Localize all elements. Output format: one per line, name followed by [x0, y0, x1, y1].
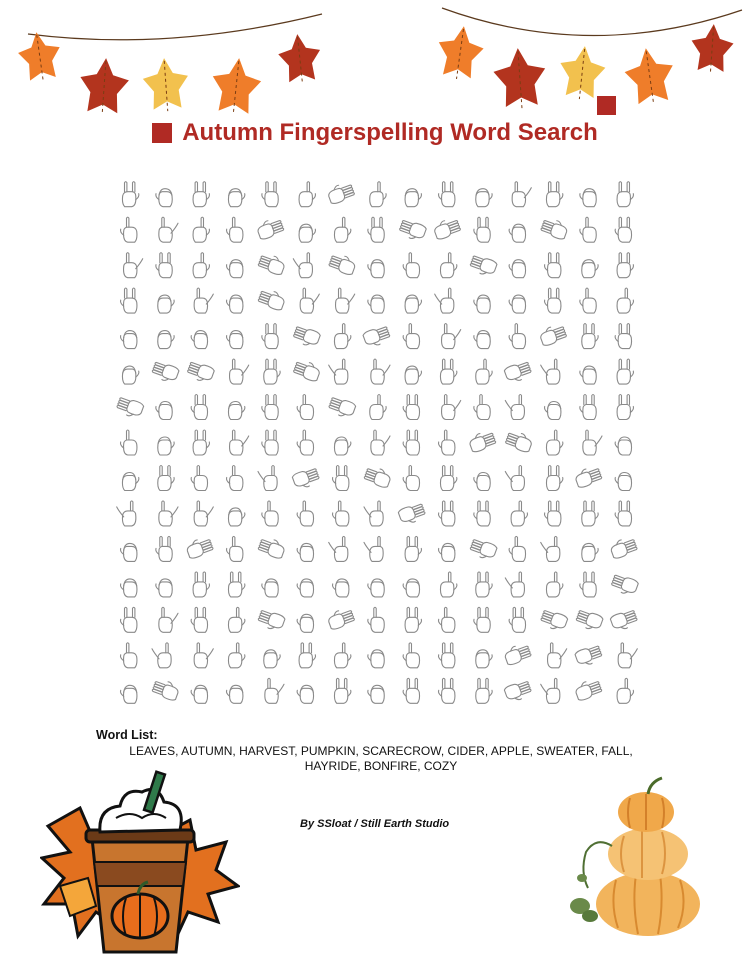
asl-handshape-icon	[610, 573, 639, 597]
asl-handshape-icon	[115, 396, 144, 420]
asl-handshape-icon	[435, 288, 454, 313]
asl-handshape-icon	[191, 331, 207, 349]
asl-handshape-icon	[121, 685, 137, 703]
asl-handshape-icon	[191, 607, 207, 632]
asl-handshape-icon	[293, 358, 322, 382]
asl-handshape-icon	[364, 536, 383, 561]
asl-handshape-icon	[297, 501, 313, 526]
asl-handshape-icon	[512, 182, 531, 207]
asl-handshape-icon	[124, 253, 143, 278]
asl-handshape-icon	[545, 253, 561, 278]
asl-handshape-icon	[227, 536, 243, 561]
asl-handshape-icon	[193, 572, 209, 597]
asl-handshape-icon	[615, 324, 631, 349]
asl-handshape-icon	[582, 324, 598, 349]
asl-handshape-icon	[439, 607, 455, 632]
asl-handshape-icon	[474, 395, 490, 420]
asl-handshape-icon	[368, 685, 384, 703]
asl-handshape-icon	[297, 579, 313, 597]
asl-handshape-icon	[371, 430, 390, 455]
asl-handshape-icon	[257, 252, 286, 276]
asl-handshape-icon	[370, 395, 386, 420]
asl-handshape-icon	[193, 430, 209, 455]
asl-handshape-icon	[403, 324, 419, 349]
asl-handshape-icon	[299, 224, 315, 242]
asl-handshape-icon	[230, 359, 249, 384]
asl-handshape-icon	[617, 359, 633, 384]
asl-handshape-icon	[151, 678, 180, 702]
asl-handshape-icon	[538, 323, 567, 347]
asl-handshape-icon	[297, 685, 313, 703]
asl-handshape-icon	[580, 395, 596, 420]
asl-handshape-icon	[185, 536, 214, 560]
asl-handshape-icon	[504, 679, 533, 703]
asl-handshape-icon	[474, 607, 490, 632]
asl-handshape-icon	[364, 501, 383, 526]
asl-handshape-icon	[580, 217, 596, 242]
asl-handshape-icon	[156, 402, 172, 420]
asl-handshape-icon	[368, 260, 384, 278]
asl-handshape-icon	[403, 253, 419, 278]
garland-leaf-icon	[434, 23, 486, 79]
asl-handshape-icon	[333, 501, 349, 526]
asl-handshape-icon	[509, 260, 525, 278]
asl-handshape-icon	[265, 678, 284, 703]
asl-handshape-icon	[299, 182, 315, 207]
word-list-title: Word List:	[96, 728, 158, 742]
asl-handshape-icon	[468, 429, 497, 453]
asl-handshape-icon	[191, 466, 207, 491]
asl-handshape-icon	[194, 288, 213, 313]
asl-handshape-icon	[227, 331, 243, 349]
credit-text: By SSloat / Still Earth Studio	[300, 818, 450, 830]
asl-handshape-icon	[440, 253, 456, 278]
asl-handshape-icon	[193, 253, 209, 278]
asl-handshape-icon	[474, 295, 490, 313]
asl-handshape-icon	[583, 430, 602, 455]
asl-handshape-icon	[405, 295, 421, 313]
asl-handshape-icon	[257, 287, 286, 311]
asl-handshape-icon	[300, 288, 319, 313]
page-title: Autumn Fingerspelling Word Search	[182, 119, 598, 146]
decorative-square	[597, 96, 616, 115]
asl-handshape-icon	[440, 466, 456, 491]
asl-handshape-icon	[152, 643, 171, 668]
asl-handshape-icon	[191, 395, 207, 420]
asl-handshape-icon	[580, 572, 596, 597]
asl-handshape-icon	[403, 466, 419, 491]
asl-handshape-icon	[327, 396, 356, 420]
asl-handshape-icon	[193, 217, 209, 242]
asl-handshape-icon	[474, 473, 490, 491]
asl-handshape-icon	[405, 366, 421, 384]
asl-handshape-icon	[476, 650, 492, 668]
asl-handshape-icon	[505, 466, 524, 491]
asl-handshape-icon	[117, 501, 136, 526]
asl-handshape-icon	[334, 437, 350, 455]
asl-handshape-icon	[227, 295, 243, 313]
asl-handshape-icon	[476, 359, 492, 384]
asl-handshape-icon	[227, 466, 243, 491]
fingerspelling-grid	[112, 176, 642, 708]
asl-handshape-icon	[262, 501, 278, 526]
leaf-garland	[0, 0, 750, 130]
asl-handshape-icon	[505, 429, 534, 453]
asl-handshape-icon	[541, 678, 560, 703]
asl-handshape-icon	[615, 473, 631, 491]
asl-handshape-icon	[540, 216, 569, 240]
asl-handshape-icon	[122, 366, 138, 384]
asl-handshape-icon	[439, 643, 455, 668]
asl-handshape-icon	[370, 182, 386, 207]
asl-handshape-icon	[227, 685, 243, 703]
asl-handshape-icon	[158, 466, 174, 491]
asl-handshape-icon	[403, 395, 419, 420]
asl-handshape-icon	[158, 331, 174, 349]
pumpkin-spice-latte-icon	[40, 766, 240, 958]
asl-handshape-icon	[440, 359, 456, 384]
asl-handshape-icon	[615, 501, 631, 526]
asl-handshape-icon	[617, 395, 633, 420]
asl-handshape-icon	[403, 430, 419, 455]
asl-handshape-icon	[299, 643, 315, 668]
asl-handshape-icon	[328, 252, 357, 276]
asl-handshape-icon	[334, 678, 350, 703]
asl-handshape-icon	[575, 608, 604, 632]
asl-handshape-icon	[257, 536, 286, 560]
title-row	[0, 116, 750, 150]
asl-handshape-icon	[403, 643, 419, 668]
asl-handshape-icon	[193, 182, 209, 207]
asl-handshape-icon	[262, 324, 278, 349]
asl-handshape-icon	[121, 430, 137, 455]
asl-handshape-icon	[405, 607, 421, 632]
asl-handshape-icon	[333, 466, 349, 491]
asl-handshape-icon	[262, 430, 278, 455]
asl-handshape-icon	[476, 678, 492, 703]
asl-handshape-icon	[442, 395, 461, 420]
asl-handshape-icon	[439, 678, 455, 703]
asl-handshape-icon	[256, 216, 285, 240]
asl-handshape-icon	[368, 607, 384, 632]
asl-handshape-icon	[368, 295, 384, 313]
asl-handshape-icon	[610, 608, 639, 632]
asl-handshape-icon	[264, 650, 280, 668]
asl-handshape-icon	[474, 331, 490, 349]
asl-handshape-icon	[362, 325, 391, 349]
asl-handshape-icon	[121, 331, 137, 349]
asl-handshape-icon	[405, 536, 421, 561]
asl-handshape-icon	[368, 579, 384, 597]
asl-handshape-icon	[546, 430, 562, 455]
asl-handshape-icon	[546, 572, 562, 597]
asl-handshape-icon	[405, 189, 421, 207]
asl-handshape-icon	[326, 181, 355, 205]
asl-handshape-icon	[582, 543, 598, 561]
asl-handshape-icon	[230, 430, 249, 455]
asl-handshape-icon	[432, 216, 461, 240]
asl-handshape-icon	[442, 324, 461, 349]
asl-handshape-icon	[194, 501, 213, 526]
asl-handshape-icon	[156, 536, 172, 561]
asl-handshape-icon	[122, 473, 138, 491]
asl-handshape-icon	[228, 643, 244, 668]
stacked-pumpkins-icon	[566, 776, 706, 938]
asl-handshape-icon	[121, 607, 137, 632]
asl-handshape-icon	[329, 536, 348, 561]
asl-handshape-icon	[541, 536, 560, 561]
asl-handshape-icon	[474, 217, 490, 242]
asl-handshape-icon	[194, 643, 213, 668]
asl-handshape-icon	[156, 189, 172, 207]
asl-handshape-icon	[582, 501, 598, 526]
asl-handshape-icon	[403, 579, 419, 597]
asl-handshape-icon	[617, 678, 633, 703]
asl-handshape-icon	[580, 366, 596, 384]
asl-handshape-icon	[545, 501, 561, 526]
asl-handshape-icon	[262, 182, 278, 207]
asl-handshape-icon	[541, 359, 560, 384]
asl-handshape-icon	[121, 579, 137, 597]
asl-handshape-icon	[333, 579, 349, 597]
asl-handshape-icon	[580, 288, 596, 313]
asl-handshape-icon	[509, 607, 525, 632]
asl-handshape-icon	[227, 217, 243, 242]
asl-handshape-icon	[191, 685, 207, 703]
asl-handshape-icon	[262, 579, 278, 597]
asl-handshape-icon	[159, 607, 178, 632]
asl-handshape-icon	[439, 430, 455, 455]
asl-handshape-icon	[545, 288, 561, 313]
asl-handshape-icon	[262, 395, 278, 420]
asl-handshape-icon	[368, 217, 384, 242]
asl-handshape-icon	[121, 217, 137, 242]
asl-handshape-icon	[545, 402, 561, 420]
asl-handshape-icon	[574, 678, 603, 702]
asl-handshape-icon	[505, 572, 524, 597]
asl-handshape-icon	[503, 642, 532, 666]
asl-handshape-icon	[122, 182, 138, 207]
asl-handshape-icon	[617, 253, 633, 278]
asl-handshape-icon	[617, 182, 633, 207]
word-list-line-1: LEAVES, AUTUMN, HARVEST, PUMPKIN, SCARECROW, CIDER, APPLE, SWEATER, FALL,	[129, 744, 633, 758]
asl-handshape-icon	[539, 608, 568, 632]
asl-handshape-icon	[469, 537, 498, 561]
asl-handshape-icon	[151, 360, 180, 384]
asl-handshape-icon	[297, 543, 313, 561]
asl-handshape-icon	[615, 217, 631, 242]
asl-handshape-icon	[398, 502, 427, 526]
asl-handshape-icon	[158, 437, 174, 455]
asl-handshape-icon	[615, 437, 631, 455]
asl-handshape-icon	[574, 644, 603, 668]
asl-handshape-icon	[439, 501, 455, 526]
title-square-icon	[152, 123, 172, 143]
asl-handshape-icon	[617, 288, 633, 313]
asl-handshape-icon	[186, 360, 215, 384]
asl-handshape-icon	[292, 467, 321, 491]
asl-handshape-icon	[264, 359, 280, 384]
asl-handshape-icon	[439, 543, 455, 561]
asl-handshape-icon	[398, 218, 427, 242]
asl-handshape-icon	[227, 260, 243, 278]
asl-handshape-icon	[257, 608, 286, 632]
asl-handshape-icon	[228, 572, 244, 597]
asl-handshape-icon	[371, 359, 390, 384]
asl-handshape-icon	[474, 501, 490, 526]
asl-handshape-icon	[156, 253, 172, 278]
asl-handshape-icon	[336, 288, 355, 313]
asl-handshape-icon	[297, 430, 313, 455]
asl-handshape-icon	[334, 643, 350, 668]
asl-handshape-icon	[334, 217, 350, 242]
asl-handshape-icon	[548, 643, 567, 668]
asl-handshape-icon	[329, 359, 348, 384]
asl-handshape-icon	[228, 508, 244, 526]
asl-handshape-icon	[509, 324, 525, 349]
asl-handshape-icon	[439, 182, 455, 207]
asl-handshape-icon	[505, 395, 524, 420]
asl-handshape-icon	[618, 643, 637, 668]
asl-handshape-icon	[258, 466, 277, 491]
asl-handshape-icon	[159, 501, 178, 526]
asl-handshape-icon	[609, 536, 638, 560]
asl-handshape-icon	[546, 182, 562, 207]
garland-leaf-icon	[142, 56, 191, 110]
asl-handshape-icon	[121, 543, 137, 561]
asl-handshape-icon	[156, 579, 172, 597]
asl-handshape-icon	[580, 189, 596, 207]
asl-handshape-icon	[574, 465, 603, 489]
asl-handshape-icon	[292, 325, 321, 349]
asl-handshape-icon	[504, 360, 533, 384]
asl-handshape-icon	[297, 395, 313, 420]
asl-handshape-icon	[546, 466, 562, 491]
asl-handshape-icon	[326, 607, 355, 631]
asl-handshape-icon	[363, 465, 392, 489]
asl-handshape-icon	[511, 501, 527, 526]
asl-handshape-icon	[228, 607, 244, 632]
asl-handshape-icon	[403, 678, 419, 703]
asl-handshape-icon	[476, 572, 492, 597]
asl-handshape-icon	[440, 572, 456, 597]
asl-handshape-icon	[509, 536, 525, 561]
asl-handshape-icon	[509, 224, 525, 242]
asl-handshape-icon	[509, 295, 525, 313]
asl-handshape-icon	[159, 217, 178, 242]
word-list-line-2: HAYRIDE, BONFIRE, COZY	[304, 759, 458, 773]
asl-handshape-icon	[293, 253, 312, 278]
asl-handshape-icon	[121, 643, 137, 668]
garland-leaf-icon	[557, 44, 607, 99]
asl-handshape-icon	[228, 402, 244, 420]
asl-handshape-icon	[476, 189, 492, 207]
asl-handshape-icon	[158, 295, 174, 313]
asl-handshape-icon	[469, 254, 498, 278]
asl-handshape-icon	[582, 260, 598, 278]
asl-handshape-icon	[228, 189, 244, 207]
asl-handshape-icon	[368, 650, 384, 668]
asl-handshape-icon	[297, 614, 313, 632]
asl-handshape-icon	[334, 324, 350, 349]
asl-handshape-icon	[121, 288, 137, 313]
